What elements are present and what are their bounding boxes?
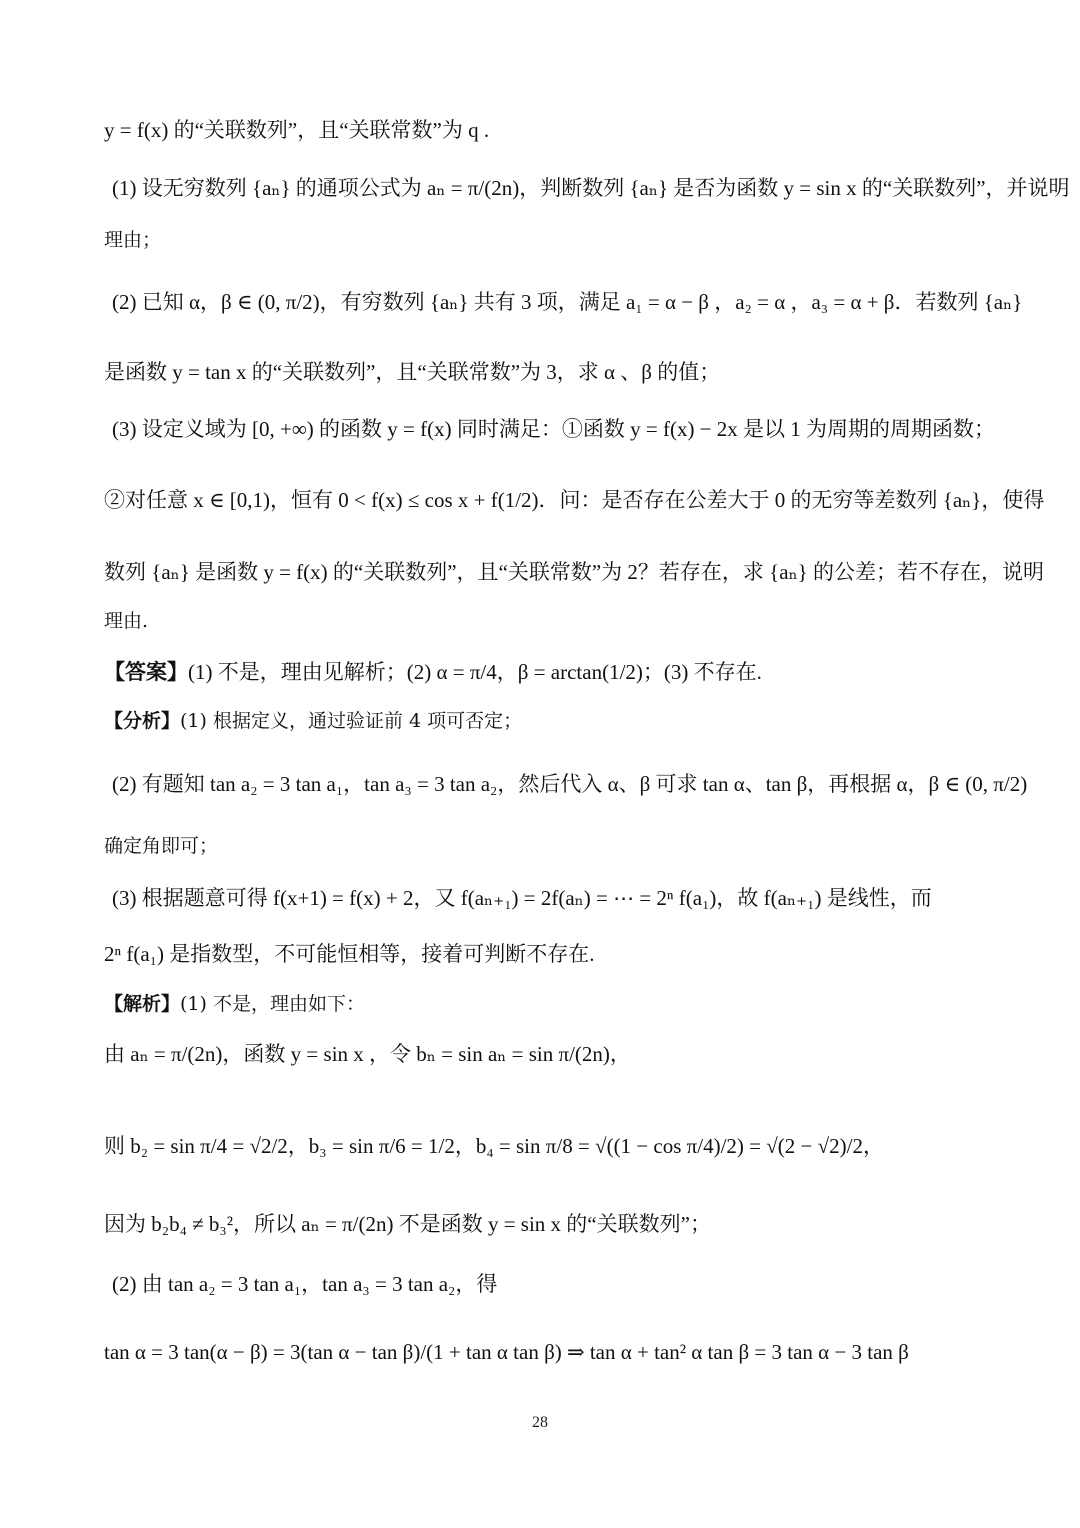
answer-line	[104, 650, 762, 694]
solution-line	[104, 990, 365, 1018]
text-line: 由 aₙ = π/(2n)，函数 y = sin x ，令 bₙ = sin aₙ = sin π/(2n)，	[104, 1042, 631, 1066]
text-line: 因为 b₂b₄ ≠ b₃²，所以 aₙ = π/(2n) 不是函数 y = sin x 的“关联数列”；	[104, 1212, 711, 1236]
text-line: (2) 已知 α，β ∈ (0, π/2)，有穷数列 {aₙ} 共有 3 项，满足 a₁ = α − β ，a₂ = α ，a₃ = α + β．若数列 {aₙ}	[112, 290, 1023, 314]
text-line: 则 b₂ = sin π/4 = √2/2，b₃ = sin π/6 = 1/2，b₄ = sin π/8 = √((1 − cos π/4)/2) = √(2 − √2)/2，	[104, 1134, 884, 1158]
text-line: y = f(x) 的“关联数列”，且“关联常数”为 q .	[104, 118, 490, 142]
solution-tag: 【解析】	[104, 993, 181, 1015]
text-line: (2) 有题知 tan a₂ = 3 tan a₁，tan a₃ = 3 tan a₂，然后代入 α、β 可求 tan α、tan β，再根据 α，β ∈ (0, π/2)	[112, 772, 1028, 796]
text-line: (2) 由 tan a₂ = 3 tan a₁，tan a₃ = 3 tan a₂，得	[112, 1272, 498, 1296]
text-line: (3) 设定义域为 [0, +∞) 的函数 y = f(x) 同时满足：①函数 y = f(x) − 2x 是以 1 为周期的周期函数；	[112, 417, 996, 441]
text-line: 确定角即可；	[104, 835, 219, 857]
text-line: (3) 根据题意可得 f(x+1) = f(x) + 2，又 f(aₙ₊₁) = 2f(aₙ) = ⋯ = 2ⁿ f(a₁)，故 f(aₙ₊₁) 是线性，而	[112, 886, 932, 910]
text-line: ②对任意 x ∈ [0,1)，恒有 0 < f(x) ≤ cos x + f(1/2)．问：是否存在公差大于 0 的无穷等差数列 {aₙ}，使得	[104, 488, 1045, 512]
text-line: 数列 {aₙ} 是函数 y = f(x) 的“关联数列”，且“关联常数”为 2？若存在，求 {aₙ} 的公差；若不存在，说明	[104, 560, 1044, 584]
solution-text: (1) 不是，理由如下：	[180, 993, 365, 1015]
text-line: 理由.	[104, 610, 149, 632]
text-line: tan α = 3 tan(α − β) = 3(tan α − tan β)/(1 + tan α tan β) ⇒ tan α + tan² α tan β = 3 tan α − 3 tan β	[104, 1340, 909, 1364]
page-number: 28	[532, 1414, 548, 1431]
analysis-text: (1) 根据定义，通过验证前 4 项可否定；	[180, 710, 523, 732]
analysis-tag: 【分析】	[104, 710, 181, 732]
answer-text: (1) 不是，理由见解析；(2) α = π/4，β = arctan(1/2)；(3) 不存在.	[188, 660, 762, 684]
text-line: 2ⁿ f(a₁) 是指数型，不可能恒相等，接着可判断不存在.	[104, 942, 595, 966]
analysis-line	[104, 707, 522, 735]
text-line: 理由；	[104, 229, 162, 251]
text-line: 是函数 y = tan x 的“关联数列”，且“关联常数”为 3，求 α 、β 的值；	[104, 360, 721, 384]
answer-tag: 【答案】	[104, 660, 188, 684]
text-line: (1) 设无穷数列 {aₙ} 的通项公式为 aₙ = π/(2n)，判断数列 {aₙ} 是否为函数 y = sin x 的“关联数列”，并说明	[112, 176, 1070, 200]
